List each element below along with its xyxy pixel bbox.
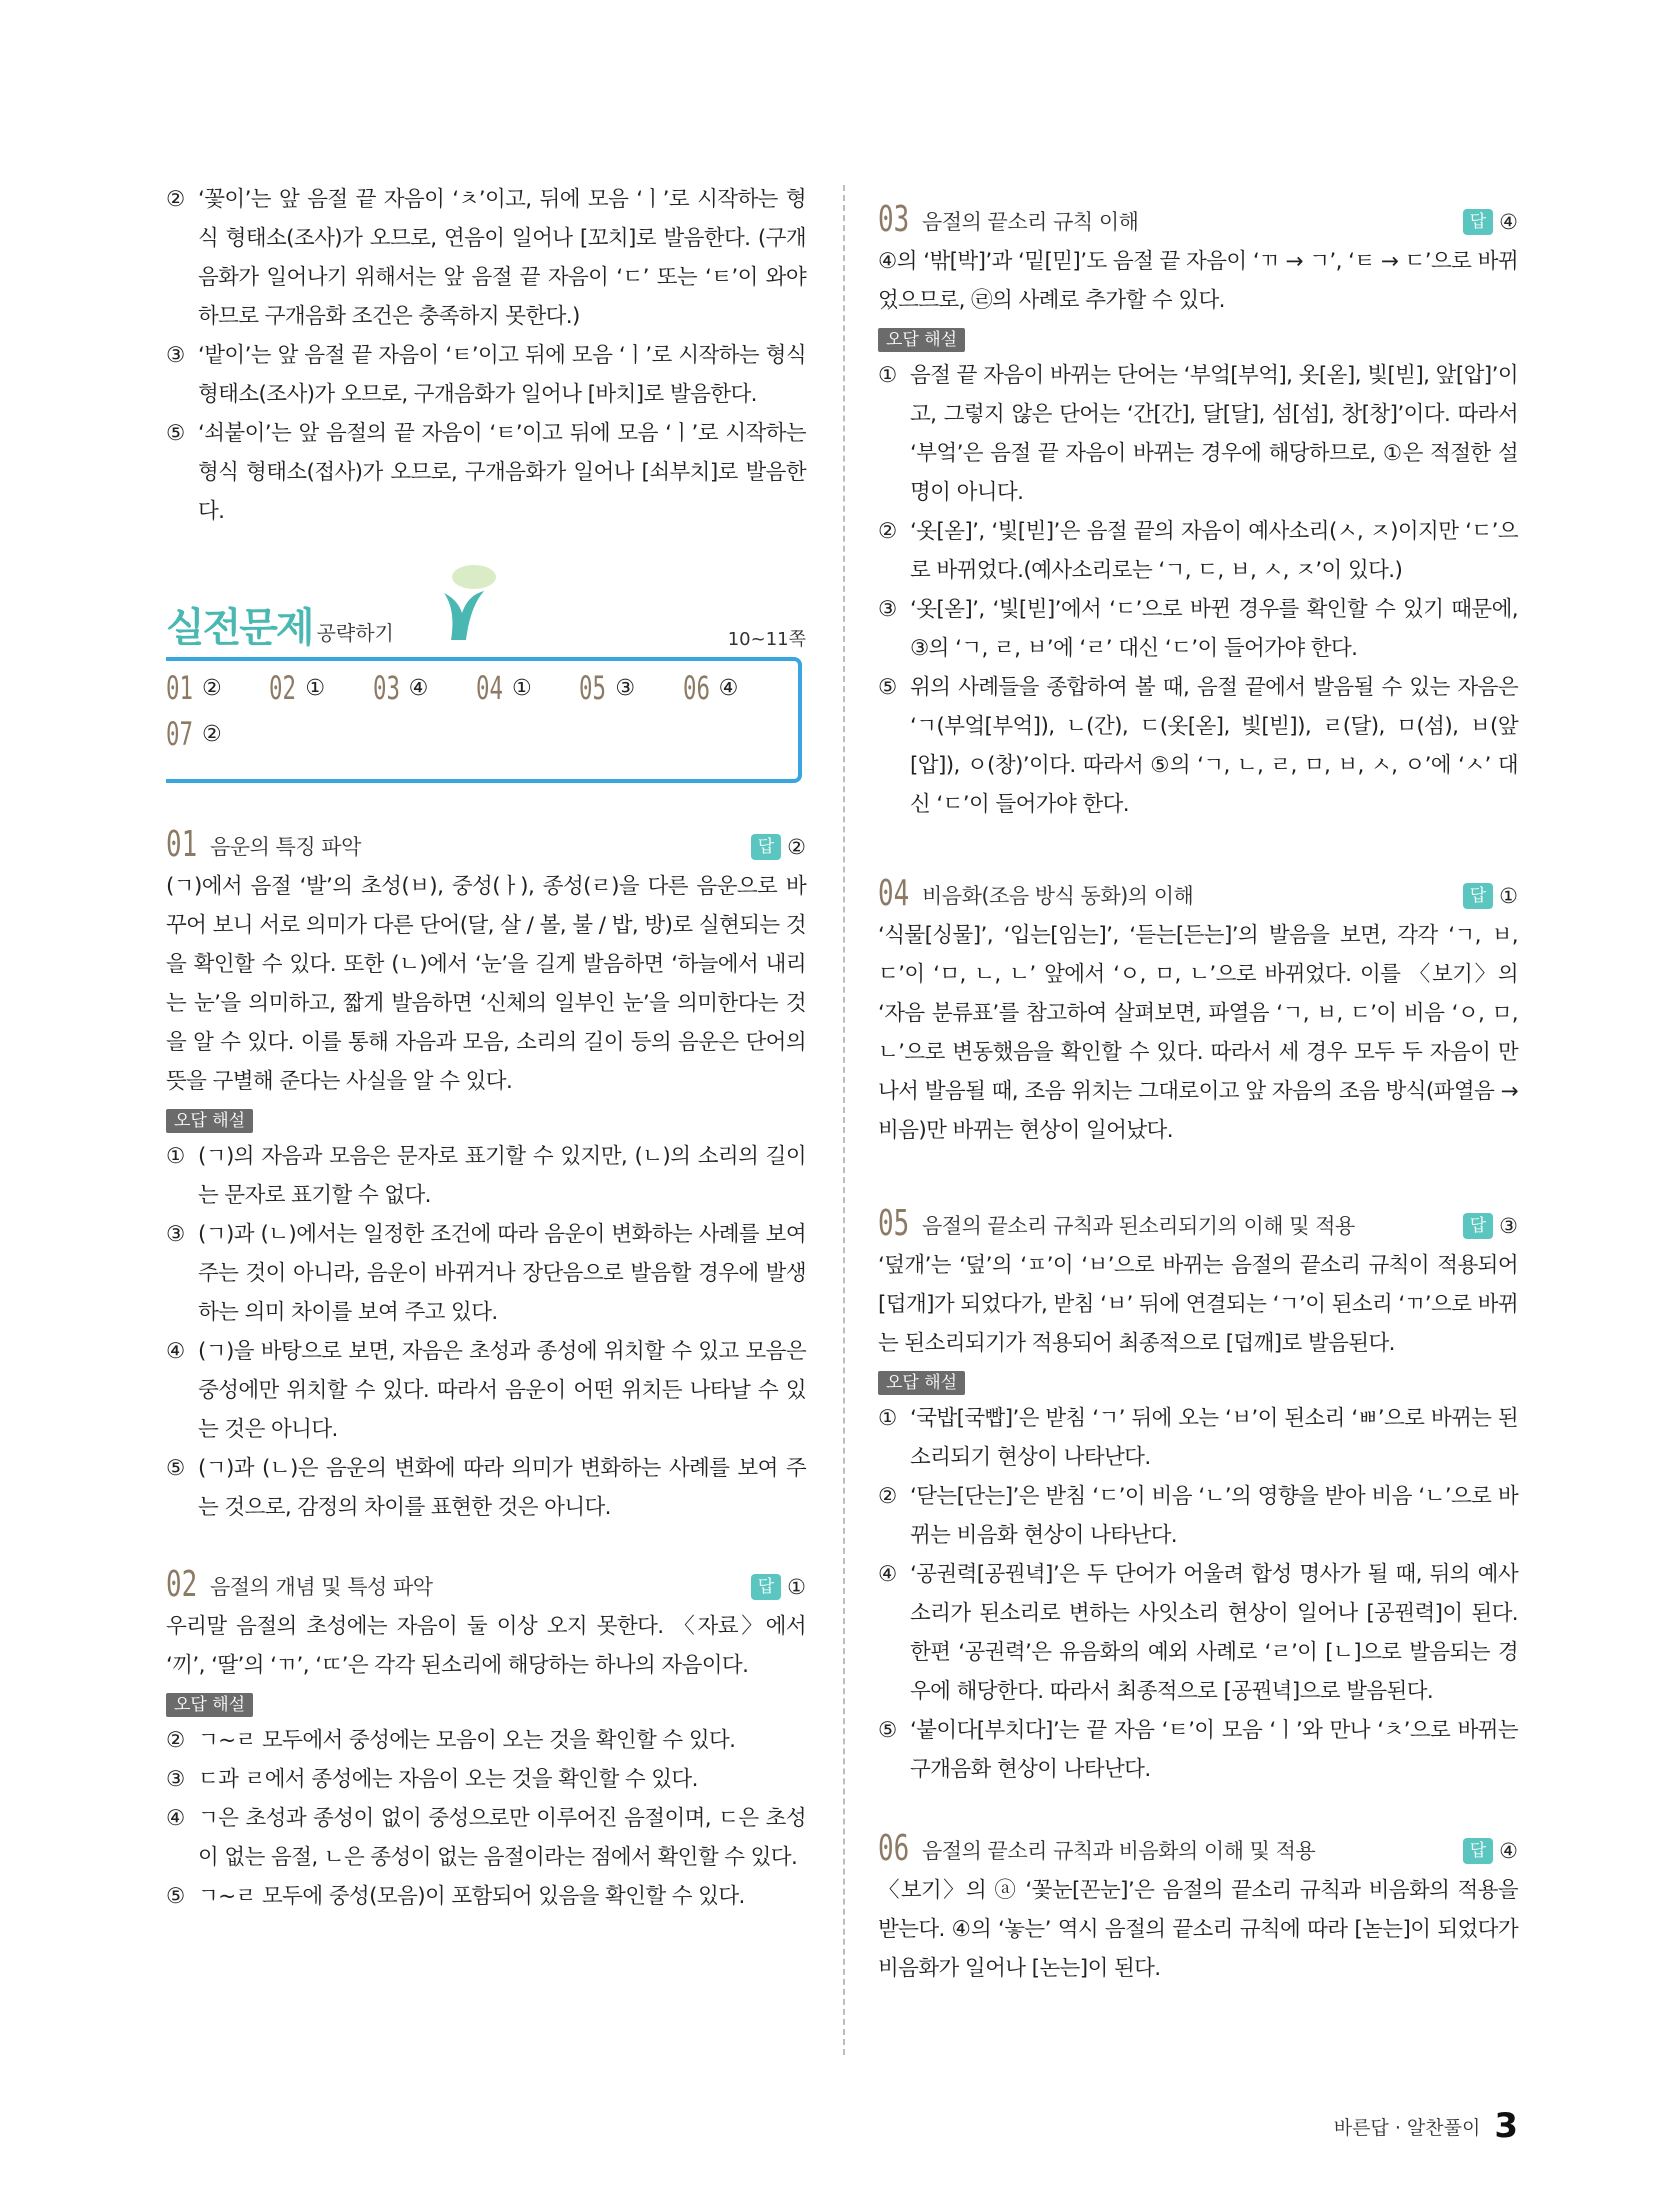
wrong-answer-label: 오답 해설	[878, 1371, 965, 1395]
explanation-item: ④ (ㄱ)을 바탕으로 보면, 자음은 초성과 종성에 위치할 수 있고 모음은 중성에만 위치할 수 있다. 따라서 음운이 어떤 위치든 나타날 수 있는 것은 아니다.	[166, 1339, 806, 1442]
question-title: 음운의 특징 파악	[210, 835, 361, 859]
explanation-item: ⑤ ‘쇠붙이’는 앞 음절의 끝 자음이 ‘ㅌ’이고 뒤에 모음 ‘ㅣ’로 시작하는 형식 형태소(접사)가 오므로, 구개음화가 일어나 [쇠부치]로 발음한다.	[166, 421, 806, 524]
question-06	[878, 1819, 1518, 1988]
whale-tail-icon	[396, 555, 506, 645]
left-column	[166, 180, 806, 1916]
answer-cell: 01 ②	[166, 669, 222, 707]
explanation-item: ④ ㄱ은 초성과 종성이 없이 중성으로만 이루어진 음절이며, ㄷ은 초성이 없는 음절, ㄴ은 종성이 없는 음절이라는 점에서 확인할 수 있다.	[166, 1806, 806, 1870]
wrong-answer-label: 오답 해설	[166, 1109, 253, 1133]
explanation-item: ② ‘옷[옫]’, ‘빛[빋]’은 음절 끝의 자음이 예사소리(ㅅ, ㅈ)이지만 ‘ㄷ’으로 바뀌었다.(예사소리로는 ‘ㄱ, ㄷ, ㅂ, ㅅ, ㅈ’이 있다.)	[878, 519, 1518, 583]
explanation-item: ⑤ 위의 사례들을 종합하여 볼 때, 음절 끝에서 발음될 수 있는 자음은 ‘ㄱ(부엌[부억]), ㄴ(간), ㄷ(옷[옫], 빛[빋]), ㄹ(달), ㅁ(섬), ㅂ(앞[압]), ㅇ(창)’이다. 따라서 ⑤의 ‘ㄱ, ㄴ, ㄹ, ㅁ, ㅂ, ㅅ, ㅇ’에 ‘ㅅ’ 대신 ‘ㄷ’이 들어가야 한다.	[878, 675, 1518, 817]
explanation-item: ③ (ㄱ)과 (ㄴ)에서는 일정한 조건에 따라 음운이 변화하는 사례를 보여 주는 것이 아니라, 음운이 바뀌거나 장단음으로 발음할 경우에 발생하는 의미 차이를 보여 주고 있다.	[166, 1222, 806, 1325]
answer-cell: 03 ④	[372, 669, 429, 707]
explanation-item: ⑤ ‘붙이다[부치다]’는 끝 자음 ‘ㅌ’이 모음 ‘ㅣ’와 만나 ‘ㅊ’으로 바뀌는 구개음화 현상이 나타난다.	[878, 1718, 1518, 1782]
answer-cell: 05 ③	[579, 669, 636, 707]
question-title: 비음화(조음 방식 동화)의 이해	[922, 884, 1194, 908]
question-number: 02	[166, 1564, 198, 1605]
footer-label: 바른답 · 알찬풀이	[1333, 2116, 1481, 2139]
explanation-item: ⑤ (ㄱ)과 (ㄴ)은 음운의 변화에 따라 의미가 변화하는 사례를 보여 주는 것으로, 감정의 차이를 표현한 것은 아니다.	[166, 1456, 806, 1520]
question-04	[878, 864, 1518, 1150]
explanation-item: ③ ‘옷[옫]’, ‘빛[빋]’에서 ‘ㄷ’으로 바뀐 경우를 확인할 수 있기 때문에, ③의 ‘ㄱ, ㄹ, ㅂ’에 ‘ㄹ’ 대신 ‘ㄷ’이 들어가야 한다.	[878, 597, 1518, 661]
explanation-body: 〈보기〉의 ⓐ ‘꽃눈[꼰눈]’은 음절의 끝소리 규칙과 비음화의 적용을 받는다. ④의 ‘놓는’ 역시 음절의 끝소리 규칙에 따라 [녿는]이 되었다가 비음화가 일어나 [논는]이 된다.	[878, 1878, 1518, 1981]
prev-items	[166, 180, 806, 531]
explanation-item: ① (ㄱ)의 자음과 모음은 문자로 표기할 수 있지만, (ㄴ)의 소리의 길이는 문자로 표기할 수 없다.	[166, 1144, 806, 1208]
answer-badge: 답 ④	[1463, 202, 1518, 242]
section-header	[878, 190, 1518, 242]
answer-badge: 답 ④	[1463, 1831, 1518, 1871]
explanation-item: ④ ‘공권력[공꿘녁]’은 두 단어가 어울려 합성 명사가 될 때, 뒤의 예사소리가 된소리로 변하는 사잇소리 현상이 일어나 [공꿘력]이 된다. 한편 ‘공권력’은 유음화의 예외 사례로 ‘ㄹ’이 [ㄴ]으로 발음되는 경우에 해당한다. 따라서 최종적으로 [공꿘녁]으로 발음된다.	[878, 1562, 1518, 1704]
question-number: 06	[878, 1828, 910, 1869]
question-number: 03	[878, 199, 910, 240]
page-number: 3	[1494, 2106, 1518, 2146]
section-header	[166, 815, 806, 867]
practice-section	[166, 595, 806, 785]
explanation-item: ② ‘닫는[단는]’은 받침 ‘ㄷ’이 비음 ‘ㄴ’의 영향을 받아 비음 ‘ㄴ’으로 바뀌는 비음화 현상이 나타난다.	[878, 1484, 1518, 1548]
answer-cell: 04 ①	[475, 669, 532, 707]
answer-badge: 답 ①	[751, 1567, 806, 1607]
answer-cell: 02 ①	[269, 669, 326, 707]
explanation-body: ‘덮개’는 ‘덮’의 ‘ㅍ’이 ‘ㅂ’으로 바뀌는 음절의 끝소리 규칙이 적용되어 [덥개]가 되었다가, 받침 ‘ㅂ’ 뒤에 연결되는 ‘ㄱ’이 된소리 ‘ㄲ’으로 바뀌는 된소리되기가 적용되어 최종적으로 [덥깨]로 발음된다.	[878, 1253, 1518, 1356]
explanation-body: ‘식물[싱물]’, ‘입는[임는]’, ‘듣는[든는]’의 발음을 보면, 각각 ‘ㄱ, ㅂ, ㄷ’이 ‘ㅁ, ㄴ, ㄴ’ 앞에서 ‘ㅇ, ㅁ, ㄴ’으로 바뀌었다. 이를 〈보기〉의 ‘자음 분류표’를 참고하여 살펴보면, 파열음 ‘ㄱ, ㅂ, ㄷ’이 비음 ‘ㅇ, ㅁ, ㄴ’으로 변동했음을 확인할 수 있다. 따라서 세 경우 모두 두 자음이 만나서 발음될 때, 조음 위치는 그대로이고 앞 자음의 조음 방식(파열음 → 비음)만 바뀌는 현상이 일어났다.	[878, 923, 1518, 1143]
section-header	[166, 1555, 806, 1607]
answer-badge: 답 ②	[751, 827, 806, 867]
question-05	[878, 1194, 1518, 1789]
practice-title-sub: 공략하기	[316, 621, 394, 645]
explanation-item: ① ‘국밥[국빱]’은 받침 ‘ㄱ’ 뒤에 오는 ‘ㅂ’이 된소리 ‘ㅃ’으로 바뀌는 된소리되기 현상이 나타난다.	[878, 1406, 1518, 1470]
section-header	[878, 864, 1518, 916]
question-title: 음절의 끝소리 규칙과 비음화의 이해 및 적용	[922, 1839, 1316, 1863]
right-column	[878, 190, 1518, 1988]
answer-badge: 답 ③	[1463, 1206, 1518, 1246]
practice-title-main: 실전문제	[166, 605, 313, 651]
explanation-body: 우리말 음절의 초성에는 자음이 둘 이상 오지 못한다. 〈자료〉에서 ‘끼’, ‘딸’의 ‘ㄲ’, ‘ㄸ’은 각각 된소리에 해당하는 하나의 자음이다.	[166, 1614, 806, 1678]
question-title: 음절의 개념 및 특성 파악	[210, 1575, 433, 1599]
answer-cell: 07 ②	[166, 715, 222, 753]
question-03	[878, 190, 1518, 824]
wrong-answer-label: 오답 해설	[166, 1693, 253, 1717]
page-footer	[1334, 2106, 1518, 2146]
answer-cell: 06 ④	[682, 669, 739, 707]
explanation-item: ⑤ ㄱ~ㄹ 모두에 중성(모음)이 포함되어 있음을 확인할 수 있다.	[166, 1884, 745, 1909]
question-number: 01	[166, 824, 198, 865]
answer-grid	[166, 665, 786, 757]
explanation-item: ③ ‘밭이’는 앞 음절 끝 자음이 ‘ㅌ’이고 뒤에 모음 ‘ㅣ’로 시작하는 형식 형태소(조사)가 오므로, 구개음화가 일어나 [바치]로 발음한다.	[166, 343, 806, 407]
question-title: 음절의 끝소리 규칙과 된소리되기의 이해 및 적용	[922, 1214, 1355, 1238]
question-title: 음절의 끝소리 규칙 이해	[922, 210, 1139, 234]
explanation-item: ③ ㄷ과 ㄹ에서 종성에는 자음이 오는 것을 확인할 수 있다.	[166, 1767, 698, 1792]
page-range: 10~11쪽	[727, 629, 806, 650]
answer-row	[166, 665, 786, 711]
explanation-item: ② ㄱ~ㄹ 모두에서 중성에는 모음이 오는 것을 확인할 수 있다.	[166, 1728, 736, 1753]
question-number: 04	[878, 873, 910, 914]
explanation-body: ④의 ‘밖[박]’과 ‘밑[믿]’도 음절 끝 자음이 ‘ㄲ → ㄱ’, ‘ㅌ → ㄷ’으로 바뀌었으므로, ㉣의 사례로 추가할 수 있다.	[878, 249, 1518, 313]
wrong-answer-label: 오답 해설	[878, 328, 965, 352]
question-01	[166, 815, 806, 1527]
practice-title	[166, 603, 394, 653]
answer-badge: 답 ①	[1463, 876, 1518, 916]
answer-row	[166, 711, 786, 757]
section-header	[878, 1194, 1518, 1246]
question-02	[166, 1555, 806, 1916]
explanation-body: (ㄱ)에서 음절 ‘발’의 초성(ㅂ), 중성(ㅏ), 종성(ㄹ)을 다른 음운으로 바꾸어 보니 서로 의미가 다른 단어(달, 살 / 볼, 불 / 밥, 방)로 실현되는 것을 확인할 수 있다. 또한 (ㄴ)에서 ‘눈’을 길게 발음하면 ‘하늘에서 내리는 눈’을 의미하고, 짧게 발음하면 ‘신체의 일부인 눈’을 의미한다는 것을 알 수 있다. 이를 통해 자음과 모음, 소리의 길이 등의 음운은 단어의 뜻을 구별해 준다는 사실을 알 수 있다.	[166, 874, 806, 1094]
column-divider	[843, 185, 845, 2055]
question-number: 05	[878, 1203, 910, 1244]
section-header	[878, 1819, 1518, 1871]
explanation-item: ② ‘꽃이’는 앞 음절 끝 자음이 ‘ㅊ’이고, 뒤에 모음 ‘ㅣ’로 시작하는 형식 형태소(조사)가 오므로, 연음이 일어나 [꼬치]로 발음한다. (구개음화가 일어나기 위해서는 앞 음절 끝 자음이 ‘ㄷ’ 또는 ‘ㅌ’이 와야 하므로 구개음화 조건은 충족하지 못한다.)	[166, 187, 806, 329]
explanation-item: ① 음절 끝 자음이 바뀌는 단어는 ‘부엌[부억], 옷[옫], 빛[빋], 앞[압]’이고, 그렇지 않은 단어는 ‘간[간], 달[달], 섬[섬], 창[창]’이다. 따라서 ‘부엌’은 음절 끝 자음이 바뀌는 경우에 해당하므로, ①은 적절한 설명이 아니다.	[878, 363, 1518, 505]
